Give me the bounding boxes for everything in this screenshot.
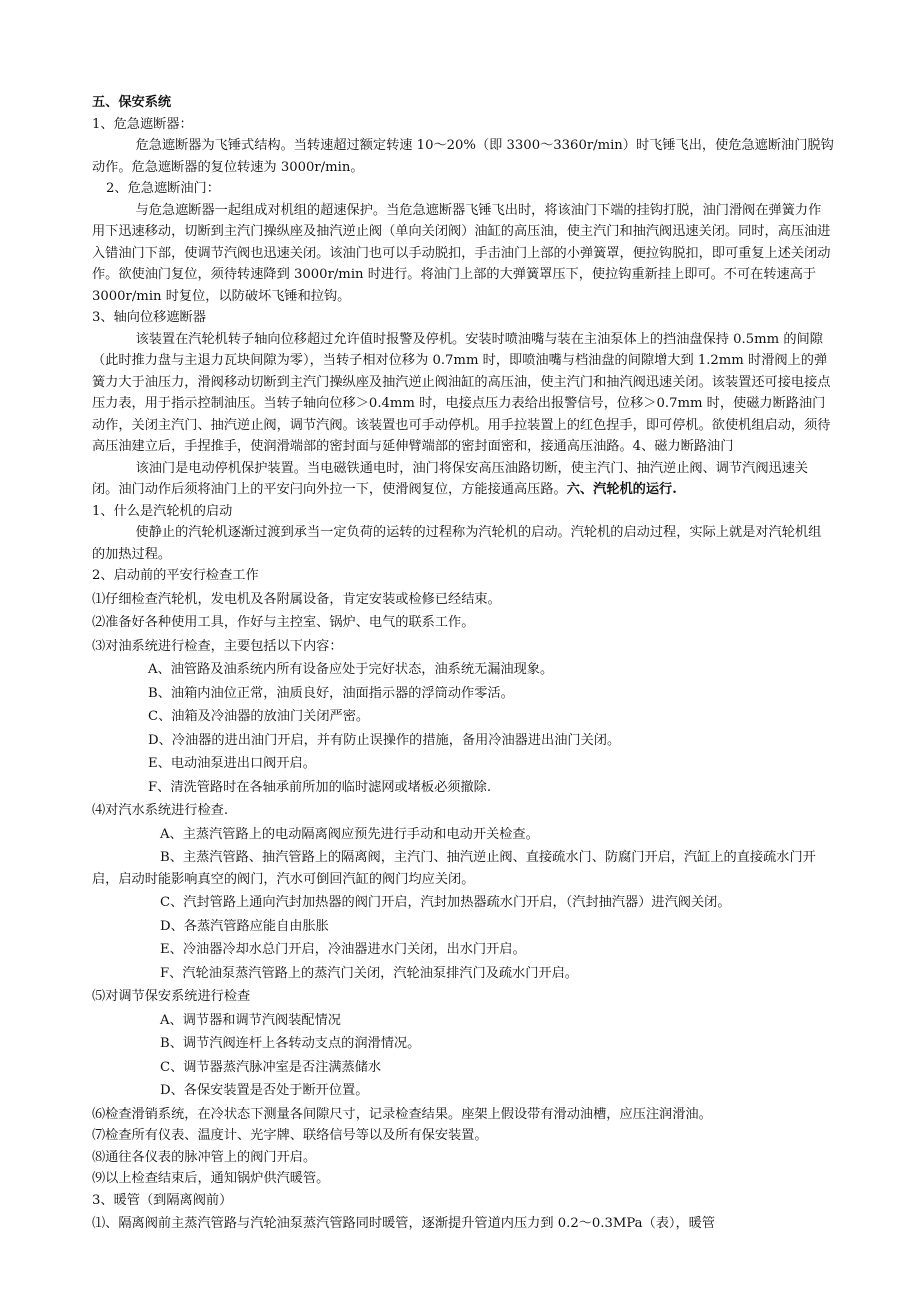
- paragraph: 与危急遮断器一起组成对机组的超速保护。当危急遮断器飞锤飞出时，将该油门下端的挂钩打脱，油门滑阀在弹簧力作用下迅速移动，切断到主汽门操纵座及抽汽逆止阀（单向关闭阀）油缸的高压油，使主汽门和抽汽阀迅速关闭。同时，高压油进入错油门下部，使调节汽阀也迅速关闭。该油门也可以手动脱扣，手击油门上部的小弹簧罩，便拉钩脱扣，即可重复上述关闭动作。欲使油门复位，须待转速降到 3000r/min 时进行。将油门上部的大弹簧罩压下，使拉钩重新挂上即可。不可在转速高于 3000r/min 时复位，以防破坏飞锤和拉钩。: [92, 202, 831, 304]
- paragraph: 危急遮断器为飞锤式结构。当转速超过额定转速 10～20%（即 3300～3360r/min）时飞锤飞出，使危急遮断油门脱钩动作。危急遮断器的复位转速为 3000r/min。: [92, 138, 834, 175]
- sub-list-item: D、冷油器的进出油门开启，并有防止误操作的措施，备用冷油器进出油门关闭。: [148, 732, 621, 748]
- paragraph: 使静止的汽轮机逐渐过渡到承当一定负荷的运转的过程称为汽轮机的启动。汽轮机的启动过程，实际上就是对汽轮机组的加热过程。: [92, 525, 822, 562]
- sub-list-item: C、油箱及冷油器的放油门关闭严密。: [148, 709, 370, 724]
- sub-list-item: A、主蒸汽管路上的电动隔离阀应预先进行手动和电动开关检查。: [160, 826, 539, 842]
- list-item: ⑴仔细检查汽轮机，发电机及各附属设备，肯定安装或检修已经结束。: [92, 591, 501, 607]
- section-title: 五、保安系统: [92, 95, 172, 110]
- sub-list-item: E、电动油泵进出口阀开启。: [148, 756, 316, 771]
- sub-list-item: A、调节器和调节汽阀装配情况: [160, 1012, 341, 1028]
- sub-list-item: D、各蒸汽管路应能自由胀胀: [160, 918, 329, 934]
- sub-list-item: C、汽封管路上通向汽封加热器的阀门开启，汽封加热器疏水门开启，（汽封抽汽器）进汽阀关闭。: [160, 895, 731, 910]
- sub-list-item: F、汽轮油泵蒸汽管路上的蒸汽门关闭，汽轮油泵排汽门及疏水门开启。: [160, 965, 578, 981]
- subsection-heading: 1、什么是汽轮机的启动: [92, 503, 233, 519]
- sub-list-item: F、清洗管路时在各轴承前所加的临时滤网或堵板必须撤除.: [148, 779, 492, 795]
- sub-list-item: A、油管路及油系统内所有设备应处于完好状态，油系统无漏油现象。: [148, 662, 554, 677]
- sub-list-item: B、主蒸汽管路、抽汽管路上的隔离阀，主汽门、抽汽逆止阀、直接疏水门、防腐门开启，汽缸上的直接疏水门开启，启动时能影响真空的阀门，汽水可倒回汽缸的阀门均应关闭。: [92, 850, 816, 887]
- list-item: ⑸对调节保安系统进行检查: [92, 989, 251, 1004]
- section-title: 六、汽轮机的运行.: [566, 482, 677, 497]
- list-item: ⑵准备好各种使用工具，作好与主控室、锅炉、电气的联系工作。: [92, 615, 475, 630]
- list-item: ⑷对汽水系统进行检查.: [92, 803, 229, 818]
- sub-list-item: D、各保安装置是否处于断开位置。: [160, 1083, 369, 1098]
- subsection-heading: 2、启动前的平安行检查工作: [92, 568, 259, 583]
- paragraph-text: 该油门是电动停机保护装置。当电磁铁通电时，油门将保安高压油路切断，使主汽门、抽汽逆止阀、调节汽阀迅速关闭。油门动作后须将油门上的平安闩向外拉一下，使滑阀复位，方能接通高压路。: [92, 460, 809, 497]
- document-page: [92, 92, 834, 1235]
- subsection-heading: 3、暖管（到隔离阀前）: [92, 1192, 233, 1208]
- list-item: ⑴、隔离阀前主蒸汽管路与汽轮油泵蒸汽管路同时暖管，逐渐提升管道内压力到 0.2～0.3MPa（表），暖管: [92, 1216, 716, 1231]
- sub-list-item: B、调节汽阀连杆上各转动支点的润滑情况。: [160, 1036, 421, 1051]
- list-item: ⑻通往各仪表的脉冲管上的阀门开启。: [92, 1149, 317, 1165]
- subsection-heading: 3、轴向位移遮断器: [92, 310, 206, 325]
- list-item: ⑶对油系统进行检查，主要包括以下内容：: [92, 638, 343, 654]
- list-item: ⑹检查滑销系统，在冷状态下测量各间隙尺寸，记录检查结果。座架上假设带有滑动油槽，应压注润滑油。: [92, 1106, 712, 1122]
- list-item: ⑼以上检查结束后，通知锅炉供汽暖管。: [92, 1171, 330, 1186]
- subsection-heading: 2、危急遮断油门：: [106, 181, 220, 196]
- list-item: ⑺检查所有仪表、温度计、光字牌、联络信号等以及所有保安装置。: [92, 1128, 488, 1143]
- paragraph: [92, 458, 834, 501]
- sub-list-item: C、调节器蒸汽脉冲室是否注满蒸储水: [160, 1059, 382, 1075]
- sub-list-item: E、冷油器冷却水总门开启，冷油器进水门关闭，出水门开启。: [160, 942, 526, 957]
- subsection-heading: 1、危急遮断器：: [92, 116, 193, 132]
- sub-list-item: B、油箱内油位正常，油质良好，油面指示器的浮筒动作零活。: [148, 685, 514, 701]
- paragraph: 该装置在汽轮机转子轴向位移超过允许值时报警及停机。安装时喷油嘴与装在主油泵体上的挡油盘保持 0.5mm 的间隙（此时推力盘与主退力瓦块间隙为零），当转子相对位移为 0.7mm 时，即喷油嘴与档油盘的间隙增大到 1.2mm 时滑阀上的弹簧力大于油压力，滑阀移动切断到主汽门操纵座及抽汽逆止阀油缸的高压油，使主汽门和抽汽阀迅速关闭。该装置还可接电接点压力表，用于指示控制油压。当转子轴向位移＞0.4mm 时，电接点压力表给出报警信号，位移＞0.7mm 时，使磁力断路油门动作，关闭主汽门、抽汽逆止阀，调节汽阀。该装置也可手动停机。用手拉装置上的红色捏手，即可停机。欲使机组启动，须待高压油建立后，手捏推手，使润滑端部的密封面与延伸臂端部的密封面密和，接通高压油路。4、磁力断路油门: [92, 331, 831, 454]
